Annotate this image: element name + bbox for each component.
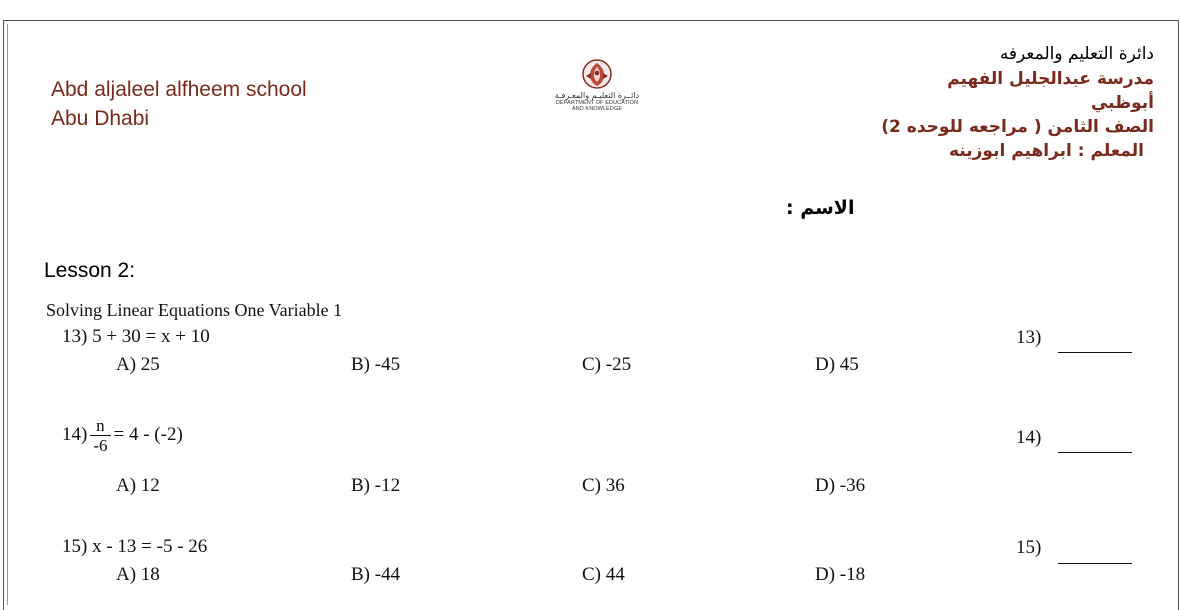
section-title: Solving Linear Equations One Variable 1 [46, 300, 343, 320]
school-header-ar [881, 42, 1154, 163]
school-name-ar: مدرسة عبدالجليل الفهيم [947, 69, 1154, 89]
falcon-emblem-icon [582, 58, 612, 90]
question-equation: 5 + 30 = x + 10 [92, 326, 210, 347]
question-equation: = 4 - (-2) [113, 423, 183, 445]
department-name-ar: دائرة التعليم والمعرفه [999, 44, 1154, 64]
question-number: 15) [62, 536, 88, 557]
fraction [90, 416, 110, 455]
school-name-en: Abd aljaleel alfheem school [51, 78, 307, 101]
choice-c: C) -25 [582, 354, 632, 375]
question-15 [62, 536, 207, 558]
question-number: 14) [62, 423, 88, 445]
lesson-title: Lesson 2: [44, 259, 136, 282]
logo-text-en-1: DEPARTMENT OF EDUCATION [555, 100, 639, 106]
logo-text-en-2: AND KNOWLEDGE [571, 106, 623, 112]
choice-c: C) 44 [582, 564, 625, 585]
answer-blank[interactable] [1058, 452, 1132, 453]
logo-text-ar: دائــرة التعليـم والمعـرفـة [554, 91, 640, 100]
choice-d: D) 45 [815, 354, 859, 375]
frame-inner-line [7, 24, 8, 605]
department-logo [545, 58, 649, 126]
choice-a: A) 18 [116, 564, 160, 585]
choice-a: A) 25 [116, 354, 160, 375]
school-city-ar: أبوظبي [1090, 93, 1154, 113]
choice-b: B) -12 [351, 475, 401, 496]
question-equation: x - 13 = -5 - 26 [92, 536, 208, 557]
school-header-en [51, 75, 307, 133]
choice-d: D) -18 [815, 564, 866, 585]
choice-c: C) 36 [582, 475, 625, 496]
answer-label: 13) [1016, 327, 1042, 348]
fraction-denominator: -6 [93, 436, 108, 455]
answer-blank[interactable] [1058, 352, 1132, 353]
question-14 [62, 416, 183, 455]
teacher-name-ar: المعلم : ابراهيم ابوزينه [949, 141, 1144, 161]
answer-label: 15) [1016, 537, 1042, 558]
choice-a: A) 12 [116, 475, 160, 496]
answer-label: 14) [1016, 427, 1042, 448]
question-number: 13) [62, 326, 88, 347]
fraction-numerator: n [90, 416, 110, 436]
choice-d: D) -36 [815, 475, 866, 496]
student-name-label: الاسم : [786, 197, 855, 219]
answer-blank[interactable] [1058, 563, 1132, 564]
school-city-en: Abu Dhabi [51, 107, 150, 130]
grade-title-ar: الصف الثامن ( مراجعه للوحده 2) [881, 117, 1154, 137]
question-13 [62, 326, 210, 348]
choice-b: B) -44 [351, 564, 401, 585]
choice-b: B) -45 [351, 354, 401, 375]
